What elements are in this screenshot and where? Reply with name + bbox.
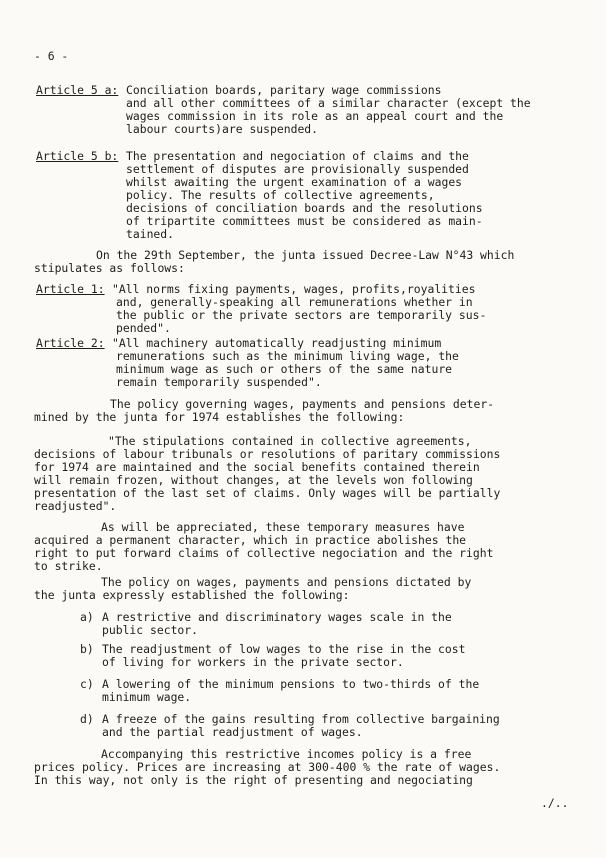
list-item-line: A lowering of the minimum pensions to two-thirds of the (102, 677, 480, 691)
article-5a-line: Conciliation boards, paritary wage commissions (126, 83, 442, 97)
article-5b-line: policy. The results of collective agreements, (126, 188, 435, 202)
quote-line: decisions of labour tribunals or resolutions of paritary commissions (34, 447, 501, 461)
list-item-line: A restrictive and discriminatory wages scale in the (102, 610, 452, 624)
quote-line: "The stipulations contained in collective agreements, (108, 434, 472, 448)
article-2-label: Article 2: (36, 336, 105, 350)
policy2-intro-line: The policy on wages, payments and pensions dictated by (101, 575, 472, 589)
article-1-line: pended". (116, 321, 171, 335)
page-number: - 6 - (34, 49, 69, 63)
decree-intro-line: stipulates as follows: (34, 261, 185, 275)
article-5b-line: The presentation and negociation of claims and the (126, 149, 469, 163)
closing-line: In this way, not only is the right of presenting and negociating (34, 773, 473, 787)
appreciated-line: As will be appreciated, these temporary measures have (101, 520, 465, 534)
article-5a-line: and all other committees of a similar character (except the (126, 96, 531, 110)
appreciated-line: acquired a permanent character, which in practice abolishes the (34, 533, 467, 547)
list-item-marker: b) (80, 642, 94, 656)
quote-line: presentation of the last set of claims. Only wages will be partially (34, 486, 501, 500)
list-item-line: A freeze of the gains resulting from collective bargaining (102, 712, 500, 726)
list-item-marker: d) (80, 712, 94, 726)
closing-line: Accompanying this restrictive incomes policy is a free (101, 747, 472, 761)
decree-intro-line: On the 29th September, the junta issued Decree-Law N°43 which (96, 248, 515, 262)
article-5b-line: decisions of conciliation boards and the resolutions (126, 201, 483, 215)
appreciated-line: to strike. (34, 559, 103, 573)
policy-intro-line: The policy governing wages, payments and pensions deter- (110, 397, 495, 411)
closing-line: prices policy. Prices are increasing at 300-400 % the rate of wages. (34, 760, 501, 774)
list-item-marker: c) (80, 677, 94, 691)
article-5b-label: Article 5 b: (36, 149, 119, 163)
quote-line: will remain frozen, without changes, at the levels won following (34, 473, 473, 487)
article-1-line: and, generally-speaking all remunerations whether in (116, 295, 473, 309)
article-5b-line: settlement of disputes are provisionally suspended (126, 162, 469, 176)
list-item-line: The readjustment of low wages to the rise in the cost (102, 642, 466, 656)
list-item-line: minimum wage. (102, 690, 192, 704)
article-1-label: Article 1: (36, 282, 105, 296)
article-5a-label: Article 5 a: (36, 83, 119, 97)
article-2-line: minimum wage as such or others of the same nature (116, 362, 453, 376)
policy-intro-line: mined by the junta for 1974 establishes the following: (34, 410, 405, 424)
article-2-line: remunerations such as the minimum living wage, the (116, 349, 459, 363)
policy2-intro-line: the junta expressly established the following: (34, 588, 350, 602)
continuation-mark: ./.. (541, 796, 569, 810)
article-2-line: "All machinery automatically readjusting minimum (112, 336, 442, 350)
article-5b-line: tained. (126, 227, 175, 241)
list-item-marker: a) (80, 610, 94, 624)
appreciated-line: right to put forward claims of collective negociation and the right (34, 546, 494, 560)
article-1-line: the public or the private sectors are temporarily sus- (116, 308, 487, 322)
list-item-line: of living for workers in the private sector. (102, 655, 404, 669)
article-5a-line: labour courts)are suspended. (126, 122, 319, 136)
article-5b-line: of tripartite committees must be considered as main- (126, 214, 483, 228)
quote-line: readjusted". (34, 499, 117, 513)
quote-line: for 1974 are maintained and the social benefits contained therein (34, 460, 480, 474)
article-5a-line: wages commission in its role as an appeal court and the (126, 109, 504, 123)
article-5b-line: whilst awaiting the urgent examination of a wages (126, 175, 463, 189)
article-2-line: remain temporarily suspended". (116, 375, 322, 389)
article-1-line: "All norms fixing payments, wages, profits,royalities (112, 282, 476, 296)
list-item-line: public sector. (102, 623, 199, 637)
list-item-line: and the partial readjustment of wages. (102, 725, 363, 739)
